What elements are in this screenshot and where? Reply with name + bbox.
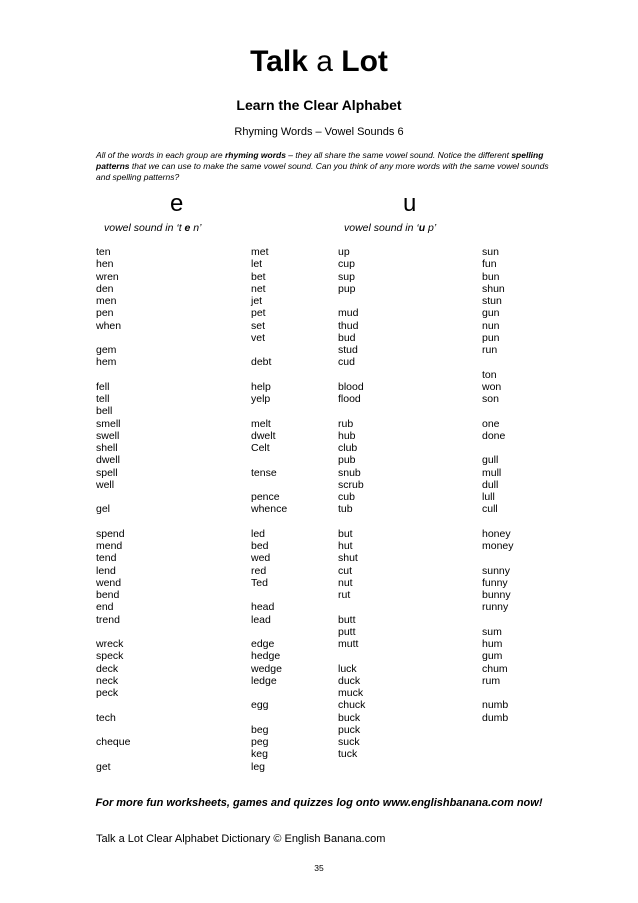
word-item: pence	[251, 491, 280, 503]
word-item: head	[251, 601, 275, 614]
word-item	[251, 626, 287, 638]
word-item: buck	[338, 711, 361, 724]
word-item	[482, 356, 514, 368]
intro-bold: rhyming words	[225, 150, 286, 160]
word-item	[96, 699, 130, 711]
word-item: numb	[482, 699, 509, 712]
word-item: butt	[338, 613, 356, 626]
word-item: sun	[482, 246, 499, 258]
word-item	[338, 295, 365, 307]
word-item: pup	[338, 282, 356, 295]
word-item: stun	[482, 295, 502, 307]
word-item	[251, 712, 287, 724]
word-item: lead	[251, 613, 271, 626]
word-item: scrub	[338, 478, 364, 491]
word-item: hum	[482, 638, 503, 650]
word-item: rub	[338, 417, 354, 430]
word-item: cheque	[96, 736, 131, 748]
intro-part: – they all share the same vowel sound. Notice the different	[285, 150, 512, 160]
vowel-sound-text: p’	[425, 222, 437, 234]
word-item: Ted	[251, 576, 268, 589]
subheading: Rhyming Words – Vowel Sounds 6	[234, 126, 404, 138]
word-item: bet	[251, 270, 266, 283]
word-item: sup	[338, 270, 355, 283]
word-item: runny	[482, 601, 509, 614]
word-item: nun	[482, 319, 500, 332]
word-item: met	[251, 246, 269, 258]
word-item: son	[482, 393, 499, 405]
word-item: gun	[482, 307, 500, 320]
word-item: rut	[338, 589, 351, 601]
word-item: hem	[96, 356, 117, 369]
vowel-sound-u	[344, 222, 436, 235]
word-item: let	[251, 258, 263, 271]
word-item: pen	[96, 307, 114, 320]
word-item: wreck	[96, 638, 124, 650]
word-item: run	[482, 344, 498, 356]
word-column-1	[96, 246, 130, 773]
word-item: nut	[338, 576, 353, 589]
word-item: dull	[482, 478, 499, 491]
word-column-2	[251, 246, 287, 773]
word-item: peg	[251, 736, 269, 748]
word-item: end	[96, 601, 114, 614]
word-item: ledge	[251, 674, 277, 687]
word-item	[251, 516, 287, 528]
word-item: wren	[96, 270, 119, 283]
word-item: luck	[338, 662, 357, 675]
word-item	[482, 687, 514, 699]
word-item	[482, 516, 514, 528]
intro-part: All of the words in each group are	[96, 150, 225, 160]
word-item: melt	[251, 417, 271, 430]
word-item: help	[251, 380, 271, 393]
word-item: cud	[338, 356, 355, 369]
word-item: fun	[482, 258, 497, 271]
word-item: wedge	[251, 662, 282, 675]
subtitle: Learn the Clear Alphabet	[236, 97, 402, 113]
word-item: thud	[338, 319, 359, 332]
word-item: smell	[96, 417, 121, 430]
page-number: 35	[314, 863, 324, 873]
word-item: shut	[338, 552, 358, 565]
intro-text	[96, 150, 556, 183]
intro-part: that we can use to make the same vowel sound. Can you think of any more words with the same vowel sounds and spelling patterns?	[96, 161, 549, 182]
vowel-sound-text: vowel sound in ‘	[344, 222, 419, 234]
word-item: money	[482, 540, 514, 552]
word-item: dwelt	[251, 429, 276, 442]
word-item: spend	[96, 527, 125, 540]
vowel-sound-bold: e	[184, 222, 191, 234]
vowel-sound-bold: u	[418, 222, 426, 234]
word-item: cup	[338, 258, 355, 271]
word-item	[251, 344, 287, 356]
word-item: neck	[96, 674, 119, 687]
word-item: bell	[96, 405, 113, 418]
word-item: duck	[338, 674, 361, 687]
word-item: bed	[251, 540, 269, 552]
word-item	[96, 491, 130, 503]
word-item: spell	[96, 466, 118, 479]
word-item: blood	[338, 380, 364, 393]
word-item: snub	[338, 466, 361, 479]
word-item	[96, 516, 130, 528]
word-item: pub	[338, 454, 356, 467]
word-item	[251, 405, 287, 417]
word-item: ten	[96, 246, 111, 258]
word-item	[96, 724, 130, 736]
word-item: bend	[96, 589, 120, 601]
word-item: well	[96, 478, 115, 491]
word-item: up	[338, 246, 350, 258]
group-letter-u: u	[403, 190, 417, 217]
word-item: stud	[338, 344, 358, 356]
word-item: edge	[251, 638, 275, 650]
word-item	[96, 332, 130, 344]
word-item: hedge	[251, 650, 281, 663]
word-item: Celt	[251, 442, 270, 454]
word-item: dwell	[96, 454, 120, 467]
word-item: bunny	[482, 589, 511, 601]
word-item: hen	[96, 258, 114, 271]
word-item: but	[338, 527, 353, 540]
word-item: pun	[482, 331, 500, 344]
word-item	[338, 650, 365, 662]
word-item: net	[251, 282, 266, 295]
word-item: men	[96, 295, 117, 307]
word-item	[96, 369, 130, 381]
word-item: sum	[482, 625, 502, 638]
word-item: putt	[338, 625, 356, 638]
word-item: puck	[338, 723, 361, 736]
vowel-sound-text: vowel sound in ‘t	[104, 222, 185, 234]
word-item: yelp	[251, 393, 271, 405]
word-item: cub	[338, 491, 355, 503]
word-item: beg	[251, 723, 269, 736]
word-item: tub	[338, 503, 353, 516]
word-item: tell	[96, 393, 110, 405]
title-a: a	[316, 45, 333, 78]
word-item: set	[251, 319, 266, 332]
word-item: bud	[338, 331, 356, 344]
word-item: swell	[96, 429, 120, 442]
word-item: chum	[482, 662, 508, 675]
word-item	[338, 369, 365, 381]
group-letter-e: e	[170, 190, 184, 217]
word-item: gum	[482, 650, 503, 663]
word-column-3	[338, 246, 365, 761]
word-item: gem	[96, 344, 117, 356]
word-item	[96, 626, 130, 638]
word-item: tend	[96, 552, 117, 565]
vowel-sound-text: n’	[190, 222, 202, 234]
title-lot: Lot	[341, 45, 388, 78]
word-item: honey	[482, 527, 511, 540]
word-item: one	[482, 417, 500, 430]
word-item: jet	[251, 295, 263, 307]
word-item: chuck	[338, 699, 366, 712]
word-item	[482, 614, 514, 626]
word-item: speck	[96, 650, 124, 663]
word-item: when	[96, 319, 122, 332]
title-talk: Talk	[250, 45, 308, 78]
word-item: peck	[96, 687, 119, 699]
word-item: pet	[251, 307, 266, 320]
word-item: leg	[251, 760, 266, 773]
word-item: flood	[338, 393, 361, 405]
word-item: bun	[482, 270, 500, 283]
word-item: cull	[482, 503, 498, 516]
word-item: rum	[482, 674, 501, 687]
word-item	[251, 479, 287, 491]
word-item: whence	[251, 503, 288, 516]
word-item: suck	[338, 736, 360, 748]
word-item: won	[482, 380, 502, 393]
word-item: gel	[96, 503, 111, 516]
word-item: muck	[338, 687, 364, 699]
word-item	[251, 589, 287, 601]
word-item: sunny	[482, 564, 511, 577]
word-item: egg	[251, 699, 269, 712]
word-item: gull	[482, 454, 499, 467]
word-item: shun	[482, 282, 505, 295]
word-item	[482, 552, 514, 564]
word-item: mull	[482, 466, 502, 479]
word-item: wend	[96, 576, 122, 589]
word-item: get	[96, 760, 111, 773]
word-item: led	[251, 527, 266, 540]
word-item	[338, 601, 365, 613]
word-item: club	[338, 442, 358, 454]
word-item: hub	[338, 429, 356, 442]
word-item	[251, 369, 287, 381]
footer-link: For more fun worksheets, games and quizzes log onto www.englishbanana.com now!	[95, 797, 543, 809]
page-title	[0, 44, 638, 80]
word-item: cut	[338, 564, 353, 577]
word-item: fell	[96, 380, 110, 393]
word-item	[96, 748, 130, 760]
word-item: done	[482, 429, 506, 442]
word-item	[251, 454, 287, 466]
word-item: keg	[251, 748, 268, 761]
word-item: red	[251, 564, 267, 577]
word-item	[251, 687, 287, 699]
intro-bold: spelling patterns	[96, 150, 544, 171]
word-item: debt	[251, 356, 272, 369]
word-item: lull	[482, 491, 495, 503]
footer-credit: Talk a Lot Clear Alphabet Dictionary © English Banana.com	[96, 833, 386, 845]
word-item: trend	[96, 613, 120, 626]
word-item: funny	[482, 576, 508, 589]
word-item: tuck	[338, 748, 358, 761]
word-item	[338, 516, 365, 528]
vowel-sound-e	[104, 222, 201, 235]
word-item: den	[96, 282, 114, 295]
word-item: vet	[251, 331, 266, 344]
word-item: dumb	[482, 711, 509, 724]
word-item: tech	[96, 711, 116, 724]
word-item: deck	[96, 662, 119, 675]
word-item: tense	[251, 466, 277, 479]
word-column-4	[482, 246, 514, 724]
word-item: hut	[338, 540, 353, 552]
word-item: wed	[251, 552, 271, 565]
word-item: shell	[96, 442, 118, 454]
word-item: lend	[96, 564, 116, 577]
word-item: mud	[338, 307, 359, 320]
word-item	[482, 442, 514, 454]
word-item: mutt	[338, 638, 359, 650]
word-item	[482, 405, 514, 417]
word-item	[338, 405, 365, 417]
word-item: mend	[96, 540, 123, 552]
word-item: ton	[482, 368, 497, 381]
